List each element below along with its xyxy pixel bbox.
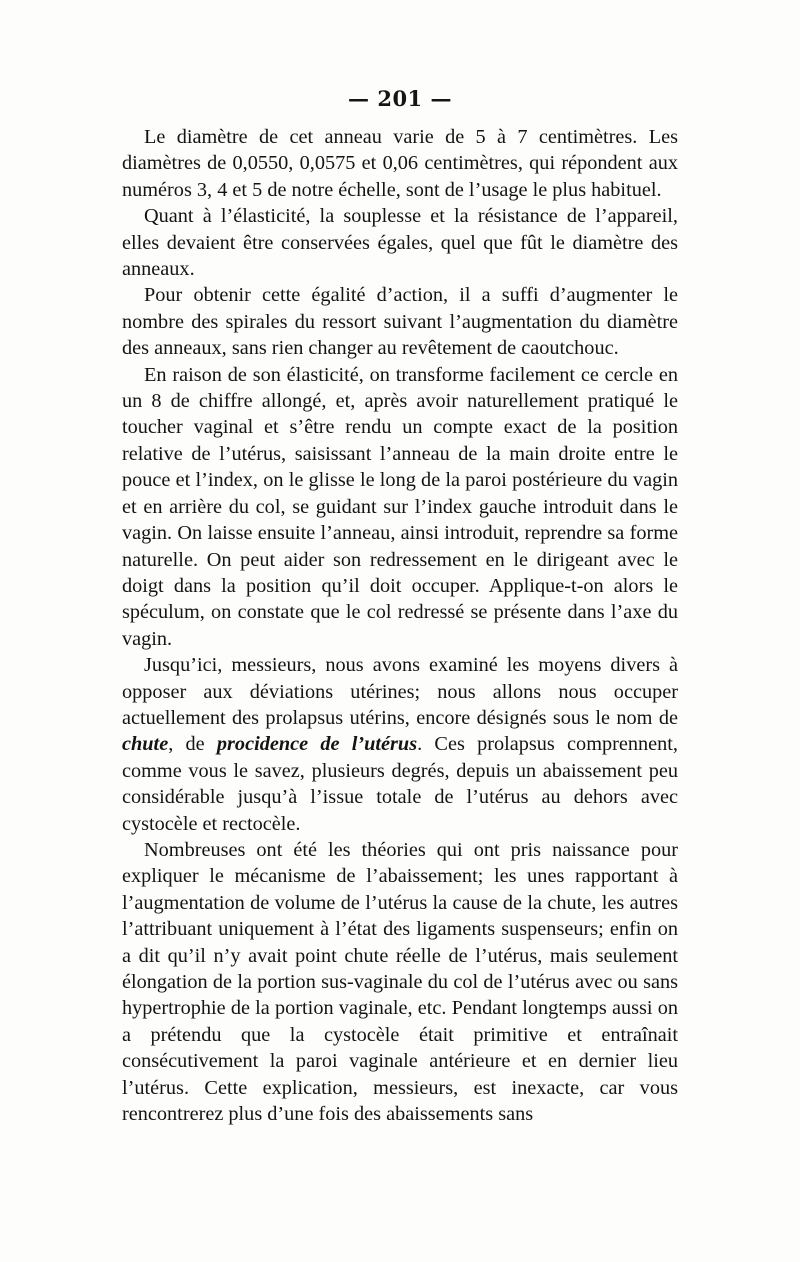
prolapsus-text-middle: , de xyxy=(168,733,217,756)
paragraph-theories: Nombreuses ont été les théories qui ont pris naissance pour expliquer le mécanisme de l’abaissement; les unes rapportant à l’augmentation de volume de l’utérus la cause de la chute, les autres l’attribuant uniquement à l’état des ligaments suspenseurs; enfin on a dit qu’il n’y avait point chute réelle de l’utérus, mais seulement élongation de la portion sus-vaginale du col de l’utérus avec ou sans hypertrophie de la portion vaginale, etc. Pendant longtemps aussi on a prétendu que la cystocèle était primitive et entraînait consécutivement la paroi vaginale antérieure et en dernier lieu l’utérus. Cette explication, messieurs, est inexacte, car vous rencontrerez plus d’une fois des abaissements sans xyxy=(122,838,678,1126)
paragraph-prolapsus xyxy=(122,652,678,837)
italic-procidence: procidence de l’utérus xyxy=(216,733,418,756)
paragraph-ring-diameter: Le diamètre de cet anneau varie de 5 à 7 centimètres. Les diamètres de 0,0550, 0,0575 et 0,06 centimètres, qui répondent aux numéros 3, 4 et 5 de notre échelle, sont de l’usage le plus habituel. xyxy=(122,126,678,201)
prolapsus-text-after: . Ces prolapsus comprennent, comme vous le savez, plusieurs degrés, depuis un abaissement peu considérable jusqu’à l’issue totale de l’utérus au dehors avec cystocèle et rectocèle. xyxy=(122,733,678,835)
prolapsus-text-before: Jusqu’ici, messieurs, nous avons examiné les moyens divers à opposer aux déviations utérines; nous allons nous occuper actuellement des prolapsus utérins, encore désignés sous le nom de xyxy=(122,654,678,729)
paragraph-insertion: En raison de son élasticité, on transforme facilement ce cercle en un 8 de chiffre allongé, et, après avoir naturellement pratiqué le toucher vaginal et s’être rendu un compte exact de la position relative de l’utérus, saisissant l’anneau de la main droite entre le pouce et l’index, on le glisse le long de la paroi postérieure du vagin et en arrière du col, se guidant sur l’index gauche introduit dans le vagin. On laisse ensuite l’anneau, ainsi introduit, reprendre sa forme naturelle. On peut aider son redressement en le dirigeant avec le doigt dans la position qu’il doit occuper. Applique-t-on alors le spéculum, on constate que le col redressé se présente dans l’axe du vagin. xyxy=(122,363,678,650)
paragraph-elasticity: Quant à l’élasticité, la souplesse et la résistance de l’appareil, elles devaient être conservées égales, quel que fût le diamètre des anneaux. xyxy=(122,205,678,281)
paragraph-equal-action: Pour obtenir cette égalité d’action, il a suffi d’augmenter le nombre des spirales du ressort suivant l’augmentation du diamètre des anneaux, sans rien changer au revêtement de caoutchouc. xyxy=(122,284,678,360)
body-text xyxy=(122,124,678,1127)
italic-chute: chute xyxy=(122,733,169,756)
page-number-header: — 201 — xyxy=(348,86,452,111)
